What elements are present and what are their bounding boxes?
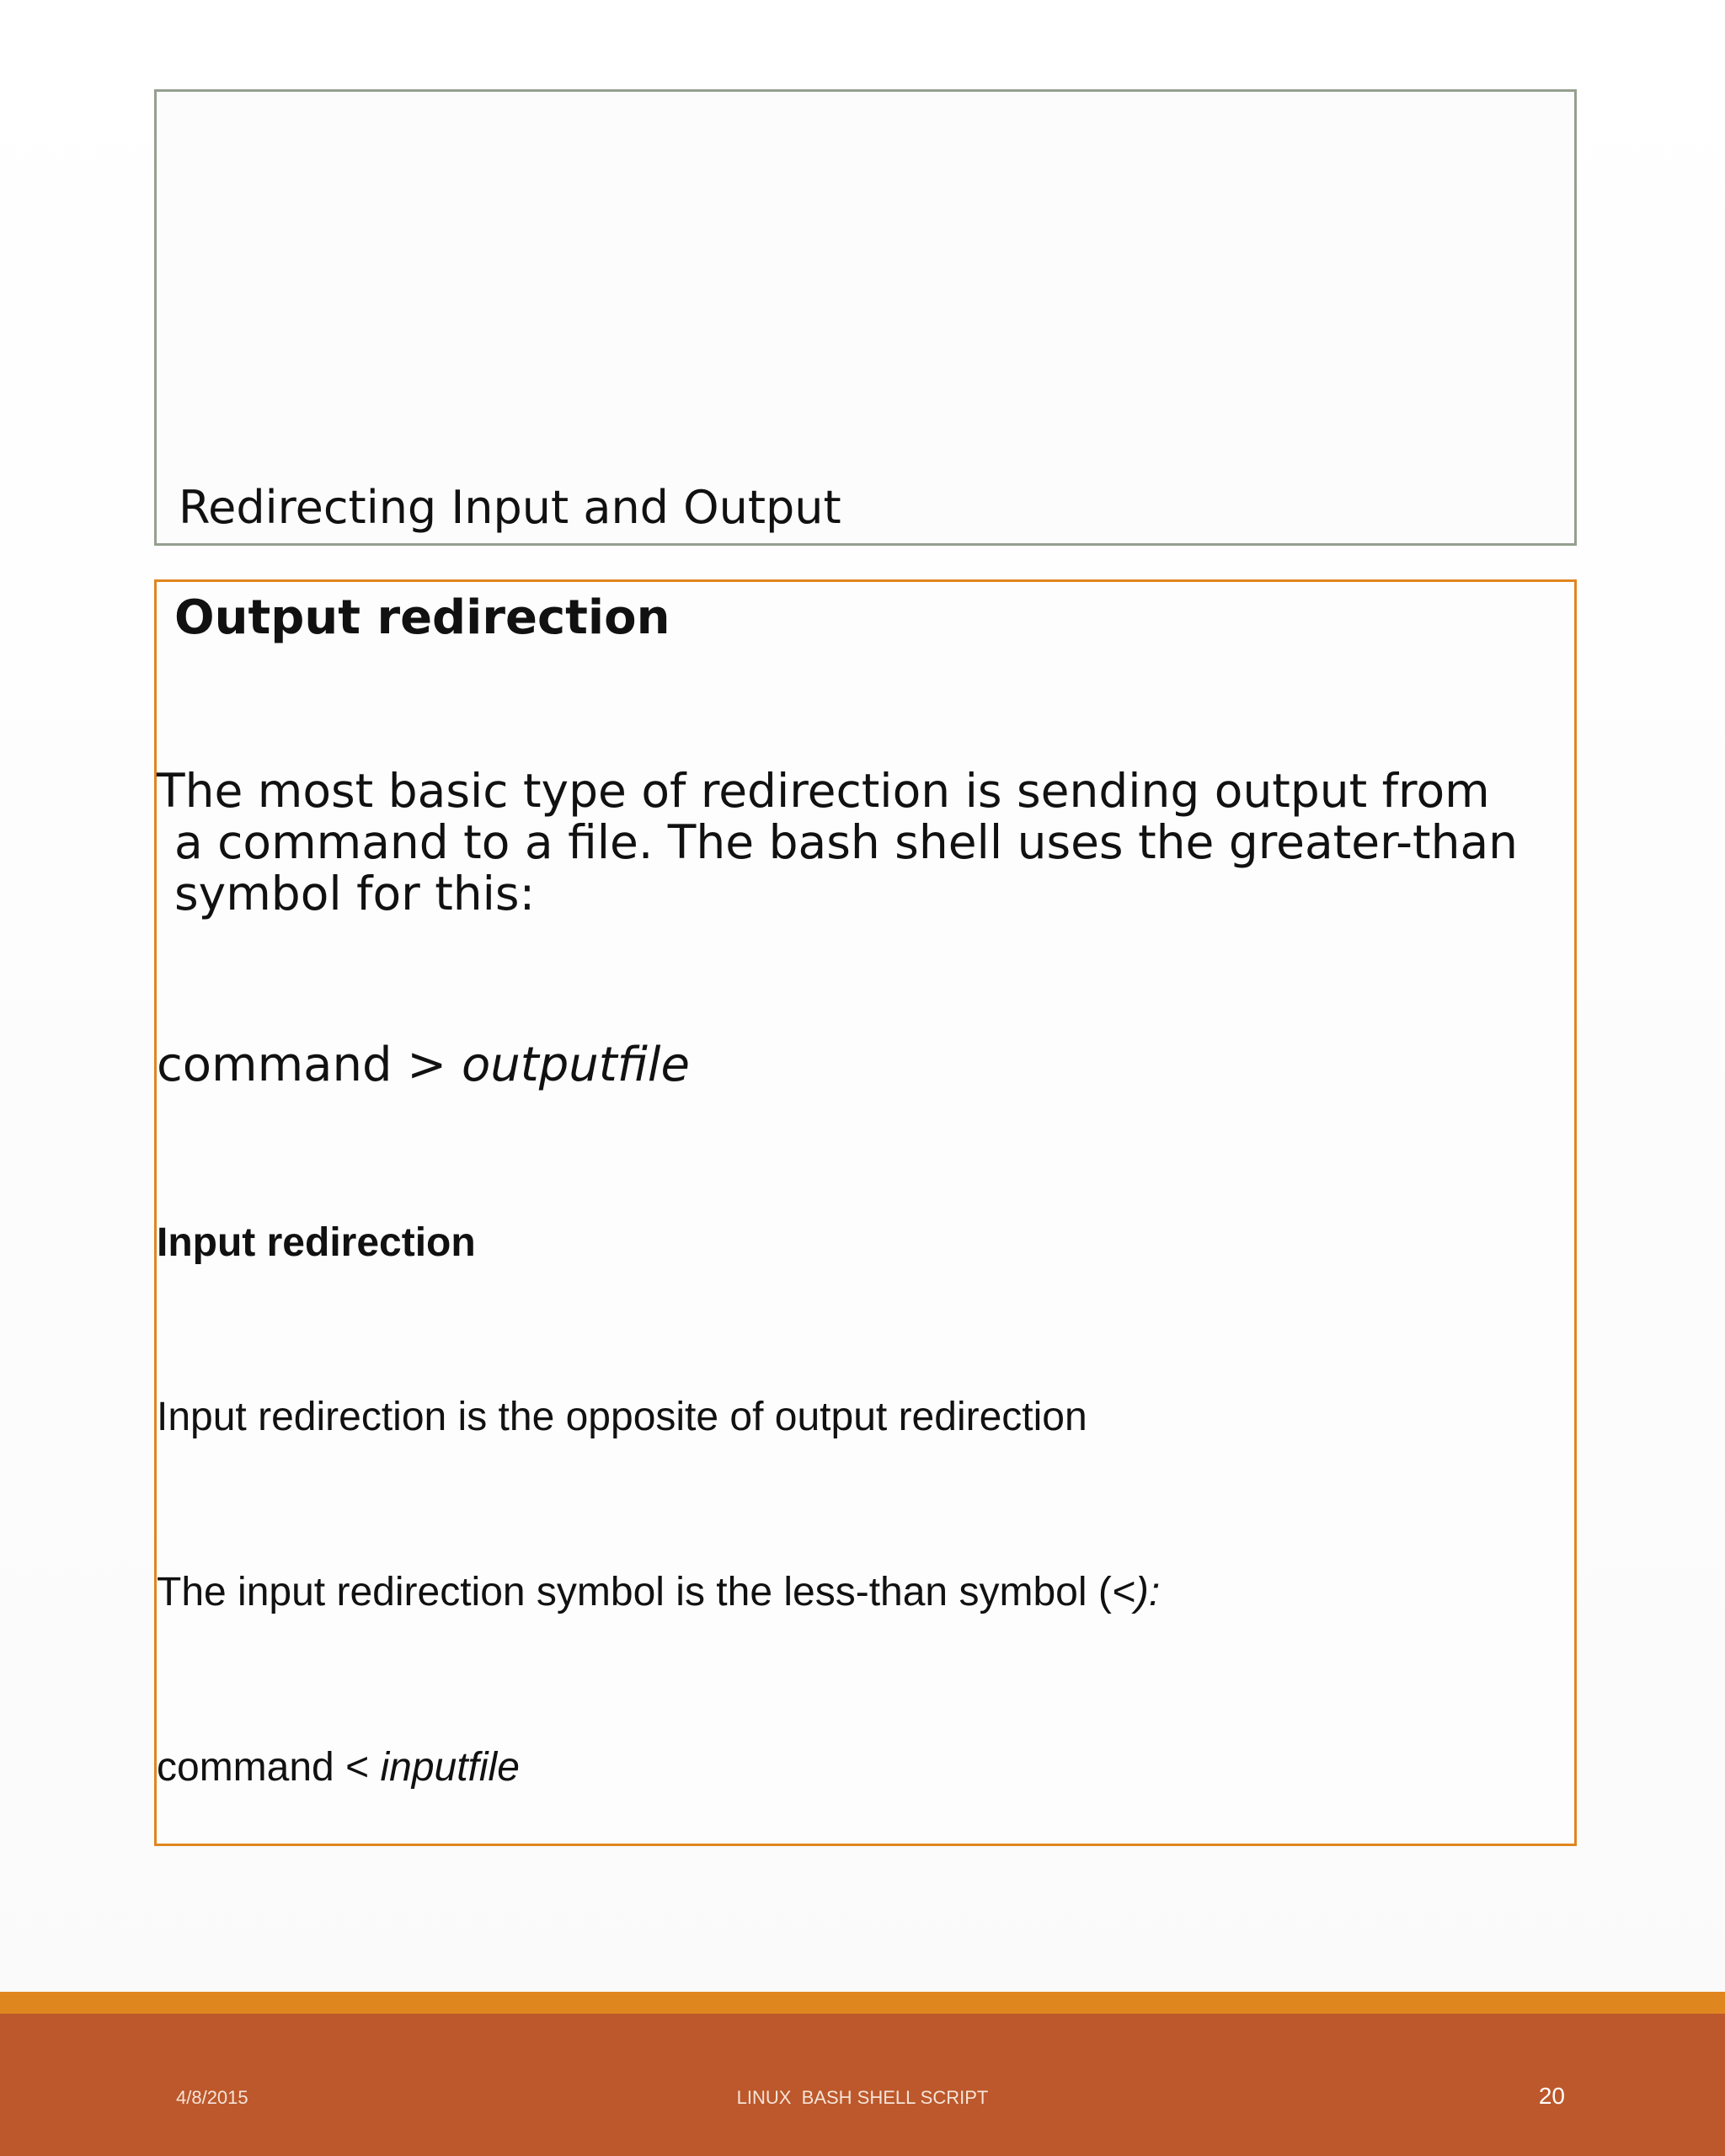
title-placeholder [154,89,1577,546]
input-command-example [157,1743,520,1792]
footer-accent-stripe [0,1992,1725,2014]
input-symbol: <): [1111,1570,1161,1614]
input-description: Input redirection is the opposite of output redirection [157,1395,1087,1439]
intro-paragraph [157,766,1589,920]
intro-line-3: symbol for this: [174,867,536,921]
footer-title: LINUX BASH SHELL SCRIPT [736,2087,989,2108]
intro-line-1: The most basic type of redirection is sending output from [157,764,1490,818]
footer-date: 4/8/2015 [176,2087,248,2108]
input-redirection-heading: Input redirection [157,1220,476,1265]
footer-bar [0,2014,1725,2156]
content-placeholder [154,579,1577,1846]
slide-number: 20 [1538,2083,1565,2109]
input-command-arg: inputfile [380,1745,520,1790]
input-symbol-prefix: The input redirection symbol is the less-than symbol ( [157,1570,1112,1614]
output-command-example [157,1037,690,1094]
output-redirection-heading: Output redirection [174,590,670,645]
output-command-arg: outputfile [462,1038,690,1092]
slide-title: Redirecting Input and Output [179,481,841,534]
output-command-prefix: command > [157,1038,462,1092]
input-command-prefix: command < [157,1745,381,1790]
input-symbol-description [157,1568,1160,1617]
intro-line-2: a command to a file. The bash shell uses the greater-than [174,815,1518,869]
